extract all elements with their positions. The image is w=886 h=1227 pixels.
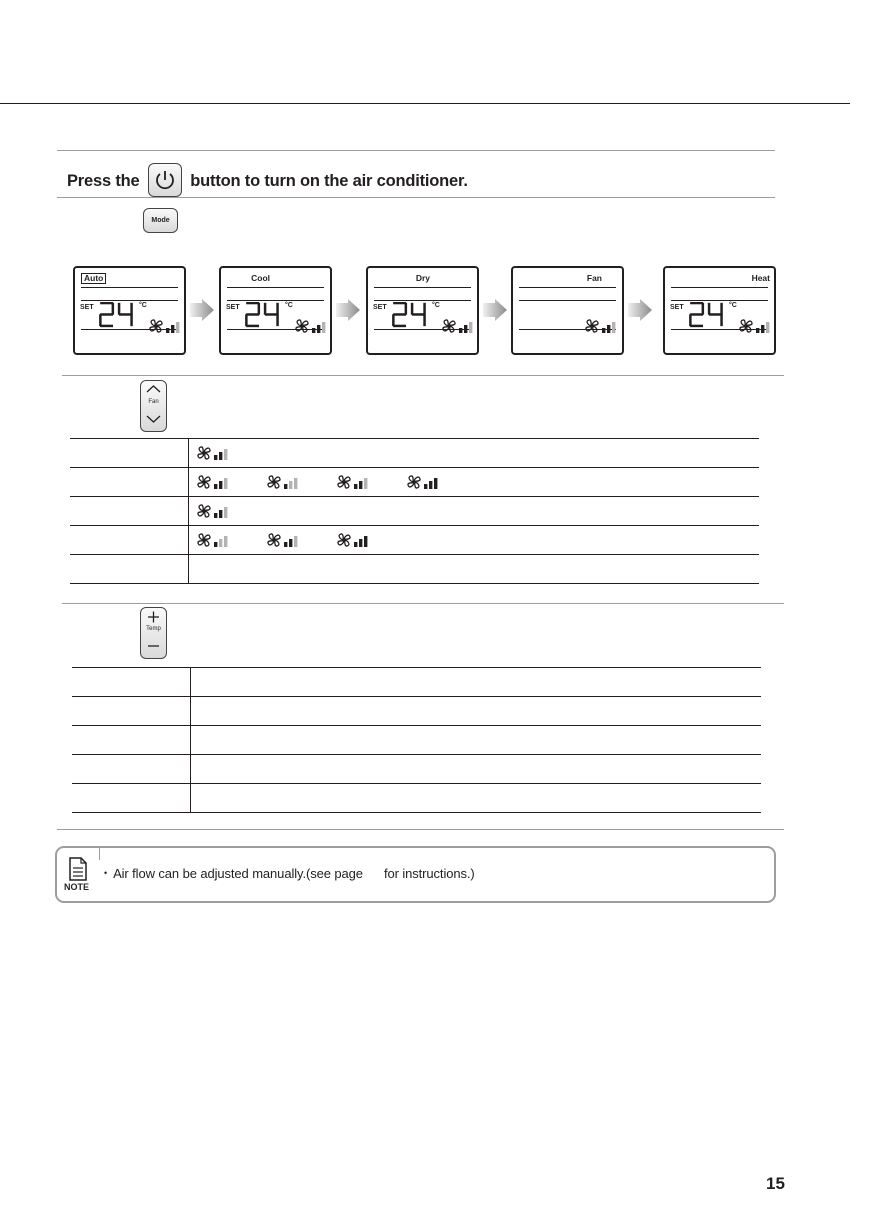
next-arrow-icon xyxy=(483,299,507,321)
mode-label: Heat xyxy=(751,273,770,283)
set-label: SET xyxy=(373,304,387,311)
fan-speed-icon xyxy=(335,531,371,549)
note-body: Air flow can be adjusted manually.(see page for instructions.) xyxy=(113,866,475,881)
set-label: SET xyxy=(670,304,684,311)
note-divider xyxy=(99,848,100,860)
fan-speed-options xyxy=(195,444,753,462)
table-row xyxy=(72,784,761,813)
page-number: 15 xyxy=(766,1174,785,1193)
table-row xyxy=(70,497,759,526)
fan-speed-options xyxy=(195,473,753,491)
power-icon xyxy=(149,164,181,196)
set-label: SET xyxy=(226,304,240,311)
headline-suffix: button to turn on the air conditioner. xyxy=(190,172,468,190)
fan-speed-icon xyxy=(195,531,231,549)
fan-speed-icon xyxy=(147,317,183,335)
plus-icon xyxy=(141,608,166,624)
fan-button[interactable] xyxy=(140,380,167,432)
temperature-digits xyxy=(687,302,727,328)
power-instruction xyxy=(67,164,468,198)
fan-speed-icon xyxy=(195,444,231,462)
lcd-display-cool xyxy=(219,266,332,355)
section-rule xyxy=(62,603,784,604)
fan-speed-table xyxy=(70,438,759,584)
table-row xyxy=(72,755,761,784)
table-row xyxy=(72,726,761,755)
headline-prefix: Press the xyxy=(67,172,140,190)
section-rule xyxy=(57,829,784,830)
lcd-display-heat xyxy=(663,266,776,355)
set-label: SET xyxy=(80,304,94,311)
fan-speed-icon xyxy=(440,317,476,335)
next-arrow-icon xyxy=(336,299,360,321)
minus-icon xyxy=(141,638,166,654)
fan-speed-options xyxy=(195,502,753,520)
unit-label: °C xyxy=(285,302,293,309)
fan-speed-icon xyxy=(195,473,231,491)
mode-label: Dry xyxy=(415,273,430,283)
table-row xyxy=(70,468,759,497)
fan-speed-icon xyxy=(335,473,371,491)
note-text xyxy=(104,866,475,881)
section-rule xyxy=(57,197,775,198)
next-arrow-icon xyxy=(190,299,214,321)
note-bullet: • xyxy=(104,868,108,878)
temperature-digits xyxy=(390,302,430,328)
header-rule xyxy=(0,103,850,104)
mode-label: Cool xyxy=(251,273,270,283)
unit-label: °C xyxy=(139,302,147,309)
fan-speed-icon xyxy=(195,502,231,520)
next-arrow-icon xyxy=(628,299,652,321)
note-icon xyxy=(68,857,88,881)
unit-label: °C xyxy=(729,302,737,309)
fan-speed-icon xyxy=(293,317,329,335)
lcd-display-fan xyxy=(511,266,624,355)
temperature-table xyxy=(72,667,761,813)
table-row xyxy=(70,555,759,584)
chevron-up-icon xyxy=(141,381,166,397)
mode-label: Auto xyxy=(81,273,106,284)
unit-label: °C xyxy=(432,302,440,309)
table-row xyxy=(72,697,761,726)
temp-button[interactable] xyxy=(140,607,167,659)
lcd-display-auto xyxy=(73,266,186,355)
section-rule xyxy=(62,375,784,376)
fan-speed-icon xyxy=(583,317,619,335)
mode-button[interactable]: Mode xyxy=(143,208,178,233)
table-row xyxy=(72,668,761,697)
temperature-digits xyxy=(243,302,283,328)
fan-speed-options xyxy=(195,531,753,549)
fan-button-label: Fan xyxy=(148,399,159,405)
chevron-down-icon xyxy=(141,411,166,427)
fan-speed-icon xyxy=(405,473,441,491)
temp-button-label: Temp xyxy=(146,626,161,632)
table-row xyxy=(70,439,759,468)
fan-speed-icon xyxy=(265,531,301,549)
section-rule xyxy=(57,150,775,151)
fan-speed-icon xyxy=(737,317,773,335)
fan-speed-icon xyxy=(265,473,301,491)
power-button[interactable] xyxy=(148,163,182,197)
note-label: NOTE xyxy=(64,882,90,892)
temperature-digits xyxy=(97,302,137,328)
lcd-display-dry xyxy=(366,266,479,355)
table-row xyxy=(70,526,759,555)
mode-label: Fan xyxy=(586,273,602,283)
